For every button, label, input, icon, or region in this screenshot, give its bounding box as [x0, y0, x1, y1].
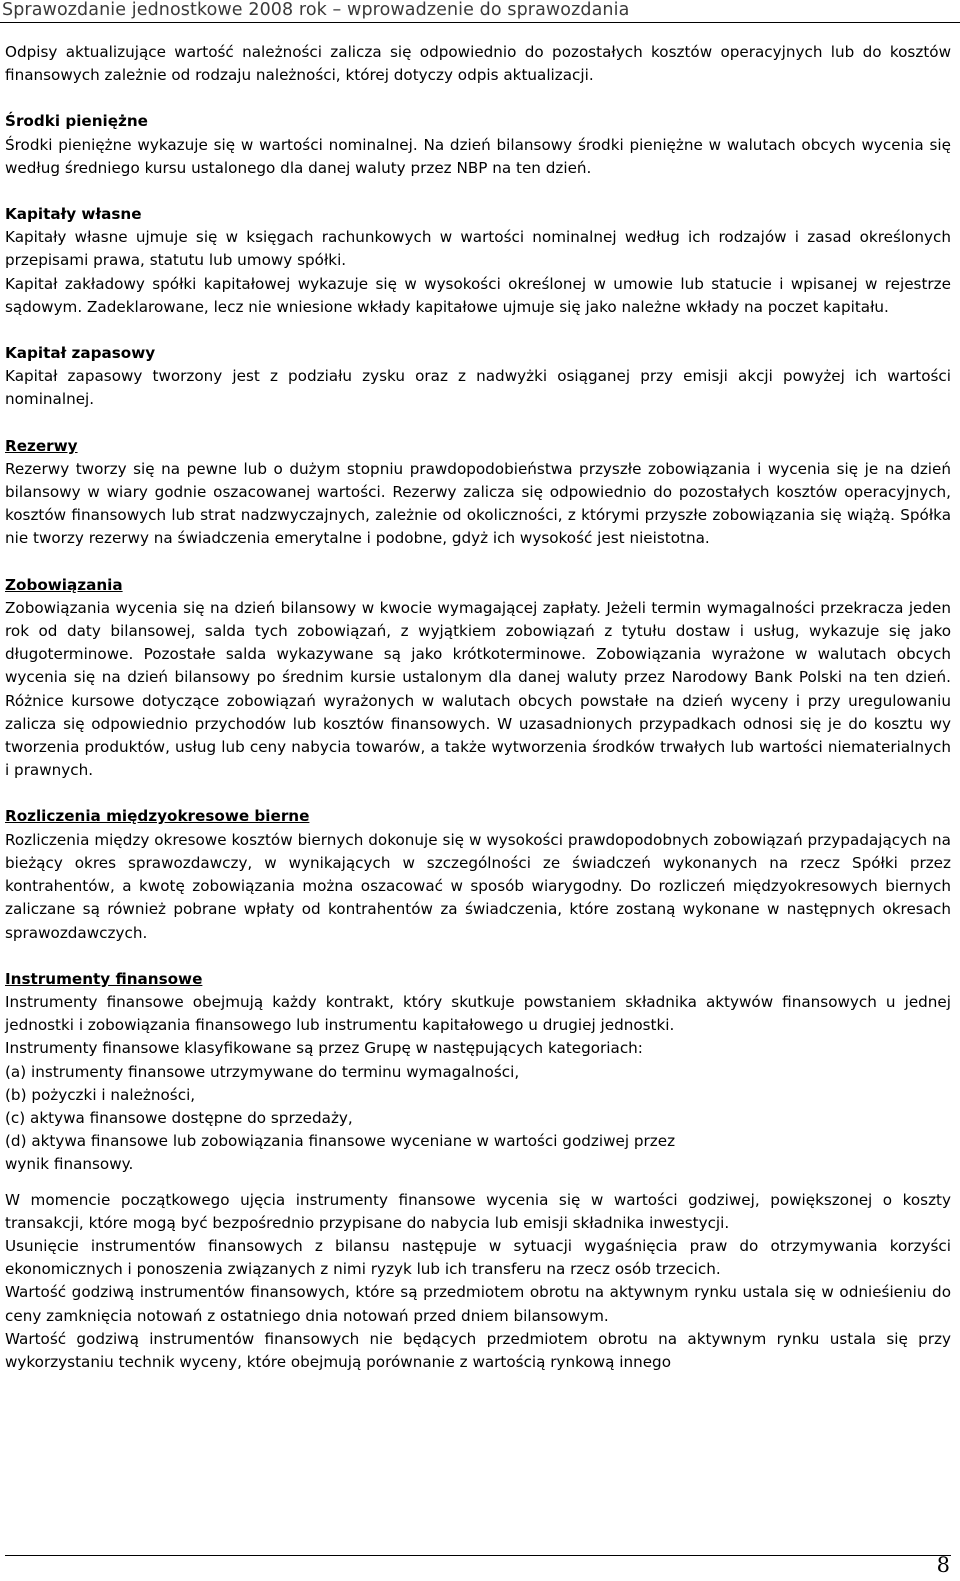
heading-equity: Kapitały własne: [5, 205, 142, 224]
liabilities-paragraph: Zobowiązania wycenia się na dzień bilansowy w kwocie wymagającej zapłaty. Jeżeli termin wymagalności przekracza jeden rok od daty bilansowej, salda tych zobowiązań, z wyjątkiem zobowiązań z tytułu dostaw i usług, wykazuje się jako długoterminowe. Pozostałe salda wykazywane są jako krótkoterminowe. Zobowiązania wyrażone w walutach obcych wycenia się na dzień bilansowy po średnim kursie ustalonym dla danej waluty przez Narodowy Bank Polski na ten dzień. Różnice kursowe dotyczące zobowiązań wyrażonych w walutach obcych powstałe na dzień wyceny i przy uregulowaniu zalicza się odpowiednio przychodów lub kosztów finansowych. W uzasadnionych przypadkach odnosi się je do kosztu wy tworzenia produktów, usług lub ceny nabycia towarów, a także wytworzenia środków trwałych lub wartości niematerialnych i prawnych.: [5, 598, 951, 780]
list-item: (d) aktywa finansowe lub zobowiązania finansowe wyceniane w wartości godziwej przez: [5, 1132, 676, 1151]
instruments-paragraph-3: W momencie początkowego ujęcia instrumenty finansowe wycenia się w wartości godziwej, powiększonej o koszty transakcji, które mogą być bezpośrednio przypisane do nabycia lub emisji składnika inwestycji.: [5, 1190, 951, 1232]
page-header: [0, 0, 960, 23]
equity-paragraph-2: Kapitał zakładowy spółki kapitałowej wykazuje się w wysokości określonej w umowie lub statucie i wpisanej w rejestrze sądowym. Zadeklarowane, lecz nie wniesione wkłady kapitałowe ujmuje się jako należne wkłady na poczet kapitału.: [5, 274, 951, 316]
instruments-category-list: [5, 1061, 951, 1177]
list-item: (b) pożyczki i należności,: [5, 1085, 196, 1104]
instruments-paragraph-1: Instrumenty finansowe obejmują każdy kontrakt, który skutkuje powstaniem składnika aktywów finansowych u jednej jednostki i zobowiązania finansowego lub instrumentu kapitałowego u drugiej jednostki.: [5, 992, 951, 1035]
heading-reserve-capital: Kapitał zapasowy: [5, 344, 156, 363]
header-title: Sprawozdanie jednostkowe 2008 rok – wprowadzenie do sprawozdania: [2, 0, 630, 20]
intro-paragraph: Odpisy aktualizujące wartość należności zalicza się odpowiednio do pozostałych kosztów operacyjnych lub do kosztów finansowych zależnie od rodzaju należności, której dotyczy odpis aktualizacji.: [5, 43, 951, 85]
heading-cash: Środki pieniężne: [5, 112, 148, 131]
provisions-paragraph: Rezerwy tworzy się na pewne lub o dużym stopniu prawdopodobieństwa przyszłe zobowiązania i wycenia się je na dzień bilansowy w wiary godnie oszacowanej wartości. Rezerwy zalicza się odpowiednio do pozostałych kosztów operacyjnych, kosztów finansowych lub strat nadzwyczajnych, zależnie od okoliczności, z którymi przyszłe zobowiązania się wiążą. Spółka nie tworzy rezerwy na świadczenia emerytalne i podobne, gdyż ich wysokość jest nieistotna.: [5, 459, 951, 548]
document-body: [5, 41, 951, 1374]
instruments-paragraph-2: Instrumenty finansowe klasyfikowane są przez Grupę w następujących kategoriach:: [5, 1039, 643, 1058]
cash-paragraph: Środki pieniężne wykazuje się w wartości nominalnej. Na dzień bilansowy środki pieniężne w walutach obcych wycenia się według średniego kursu ustalonego dla danej waluty przez NBP na ten dzień.: [5, 135, 951, 177]
list-item: wynik finansowy.: [5, 1155, 134, 1174]
instruments-paragraph-5: Wartość godziwą instrumentów finansowych, które są przedmiotem obrotu na aktywnym rynku ustala się w odnieśieniu do ceny zamknięcia notowań z ostatniego dnia notowań przed dniem bilansowym.: [5, 1283, 951, 1325]
list-item: (c) aktywa finansowe dostępne do sprzedaży,: [5, 1108, 353, 1127]
footer-divider: [5, 1555, 951, 1556]
accruals-paragraph: Rozliczenia między okresowe kosztów biernych dokonuje się w wysokości prawdopodobnych zobowiązań przypadających na bieżący okres sprawozdawczy, w wynikających w szczególności ze świadczeń wykonanych na rzecz Spółki przez kontrahentów, a kwotę zobowiązania można oszacować w sposób wiarygodny. Do rozliczeń międzyokresowych biernych zaliczane są również pobrane wpłaty od kontrahentów za świadczenia, które zostaną wykonane w następnych okresach sprawozdawczych.: [5, 830, 951, 942]
list-item: (a) instrumenty finansowe utrzymywane do terminu wymagalności,: [5, 1062, 520, 1081]
heading-liabilities: Zobowiązania: [5, 575, 123, 594]
instruments-paragraph-6: Wartość godziwą instrumentów finansowych nie będących przedmiotem obrotu na aktywnym rynku ustala się przy wykorzystaniu technik wyceny, które obejmują porównanie z wartością rynkową innego: [5, 1329, 951, 1371]
reserve-capital-paragraph: Kapitał zapasowy tworzony jest z podziału zysku oraz z nadwyżki osiąganej przy emisji akcji powyżej ich wartości nominalnej.: [5, 367, 951, 409]
heading-accruals: Rozliczenia międzyokresowe bierne: [5, 807, 310, 826]
heading-instruments: Instrumenty finansowe: [5, 969, 203, 988]
instruments-paragraph-4: Usunięcie instrumentów finansowych z bilansu następuje w sytuacji wygaśnięcia praw do otrzymywania korzyści ekonomicznych i ponoszenia związanych z nimi ryzyk lub ich transferu na rzecz osób trzecich.: [5, 1236, 951, 1279]
equity-paragraph-1: Kapitały własne ujmuje się w księgach rachunkowych w wartości nominalnej według ich rodzajów i zasad określonych przepisami prawa, statutu lub umowy spółki.: [5, 228, 951, 270]
page-number: 8: [936, 1553, 950, 1577]
heading-provisions: Rezerwy: [5, 436, 78, 455]
